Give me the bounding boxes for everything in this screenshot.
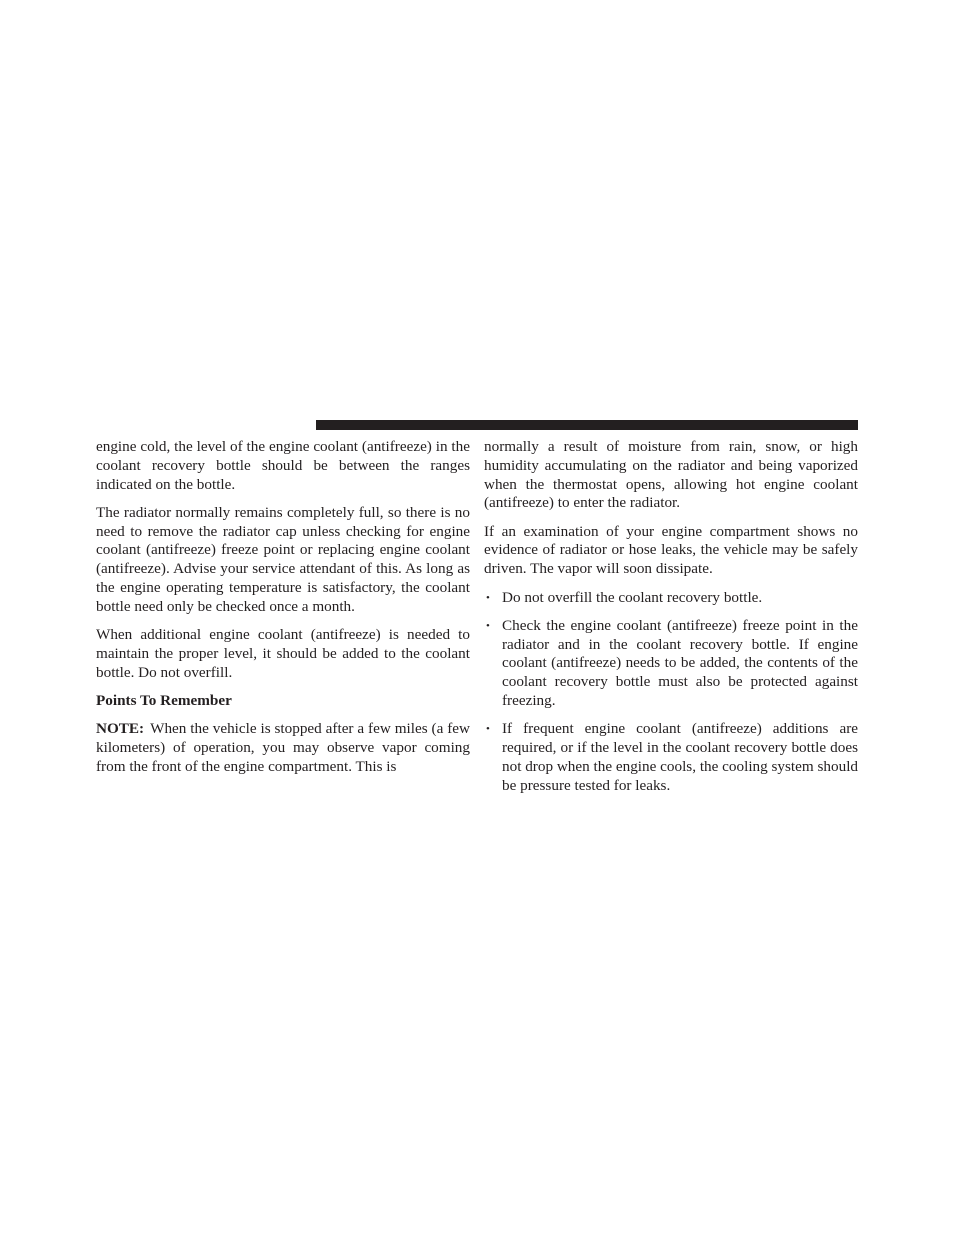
section-header-rule	[316, 420, 858, 430]
right-column	[484, 438, 858, 805]
left-paragraph-3: When additional engine coolant (antifreeze) is needed to maintain the proper level, it should be added to the coolant bottle. Do not overfill.	[96, 626, 470, 681]
list-item	[484, 720, 858, 795]
note-text: When the vehicle is stopped after a few miles (a few kilometers) of operation, you may observe vapor coming from the front of the engine compartment. This is	[96, 720, 470, 775]
bullet-icon: •	[486, 619, 490, 632]
note-paragraph	[96, 720, 470, 776]
left-column	[96, 438, 470, 786]
left-paragraph-1: engine cold, the level of the engine coolant (antifreeze) in the coolant recovery bottle should be between the ranges indicated on the bottle.	[96, 438, 470, 493]
right-paragraph-2: If an examination of your engine compartment shows no evidence of radiator or hose leaks, the vehicle may be safely driven. The vapor will soon dissipate.	[484, 522, 858, 578]
bullet-text: Check the engine coolant (antifreeze) freeze point in the radiator and in the coolant recovery bottle. If engine coolant (antifreeze) needs to be added, the contents of the coolant recovery bottle must also be protected against freezing.	[502, 616, 858, 710]
bullet-icon: •	[486, 723, 490, 736]
list-item	[484, 589, 858, 608]
bullet-text: If frequent engine coolant (antifreeze) additions are required, or if the level in the coolant recovery bottle does not drop when the engine cools, the cooling system should be pressure tested for leaks.	[502, 720, 859, 794]
note-label: NOTE:	[96, 720, 145, 738]
bullet-text: Do not overfill the coolant recovery bottle.	[502, 588, 763, 606]
list-item	[484, 617, 858, 711]
bullet-icon: •	[486, 591, 490, 604]
left-paragraph-2: The radiator normally remains completely full, so there is no need to remove the radiator cap unless checking for engine coolant (antifreeze) freeze point or replacing engine coolant (antifreeze). Advise your service attendant of this. As long as the engine operating temperature is satisfactory, the coolant bottle need only be checked once a month.	[96, 503, 470, 615]
bullet-list	[484, 589, 858, 796]
right-paragraph-1: normally a result of moisture from rain, snow, or high humidity accumulating on the radiator and being vaporized when the thermostat opens, allowing hot engine coolant (antifreeze) to enter the radiator.	[484, 438, 858, 512]
section-heading: Points To Remember	[96, 692, 232, 710]
